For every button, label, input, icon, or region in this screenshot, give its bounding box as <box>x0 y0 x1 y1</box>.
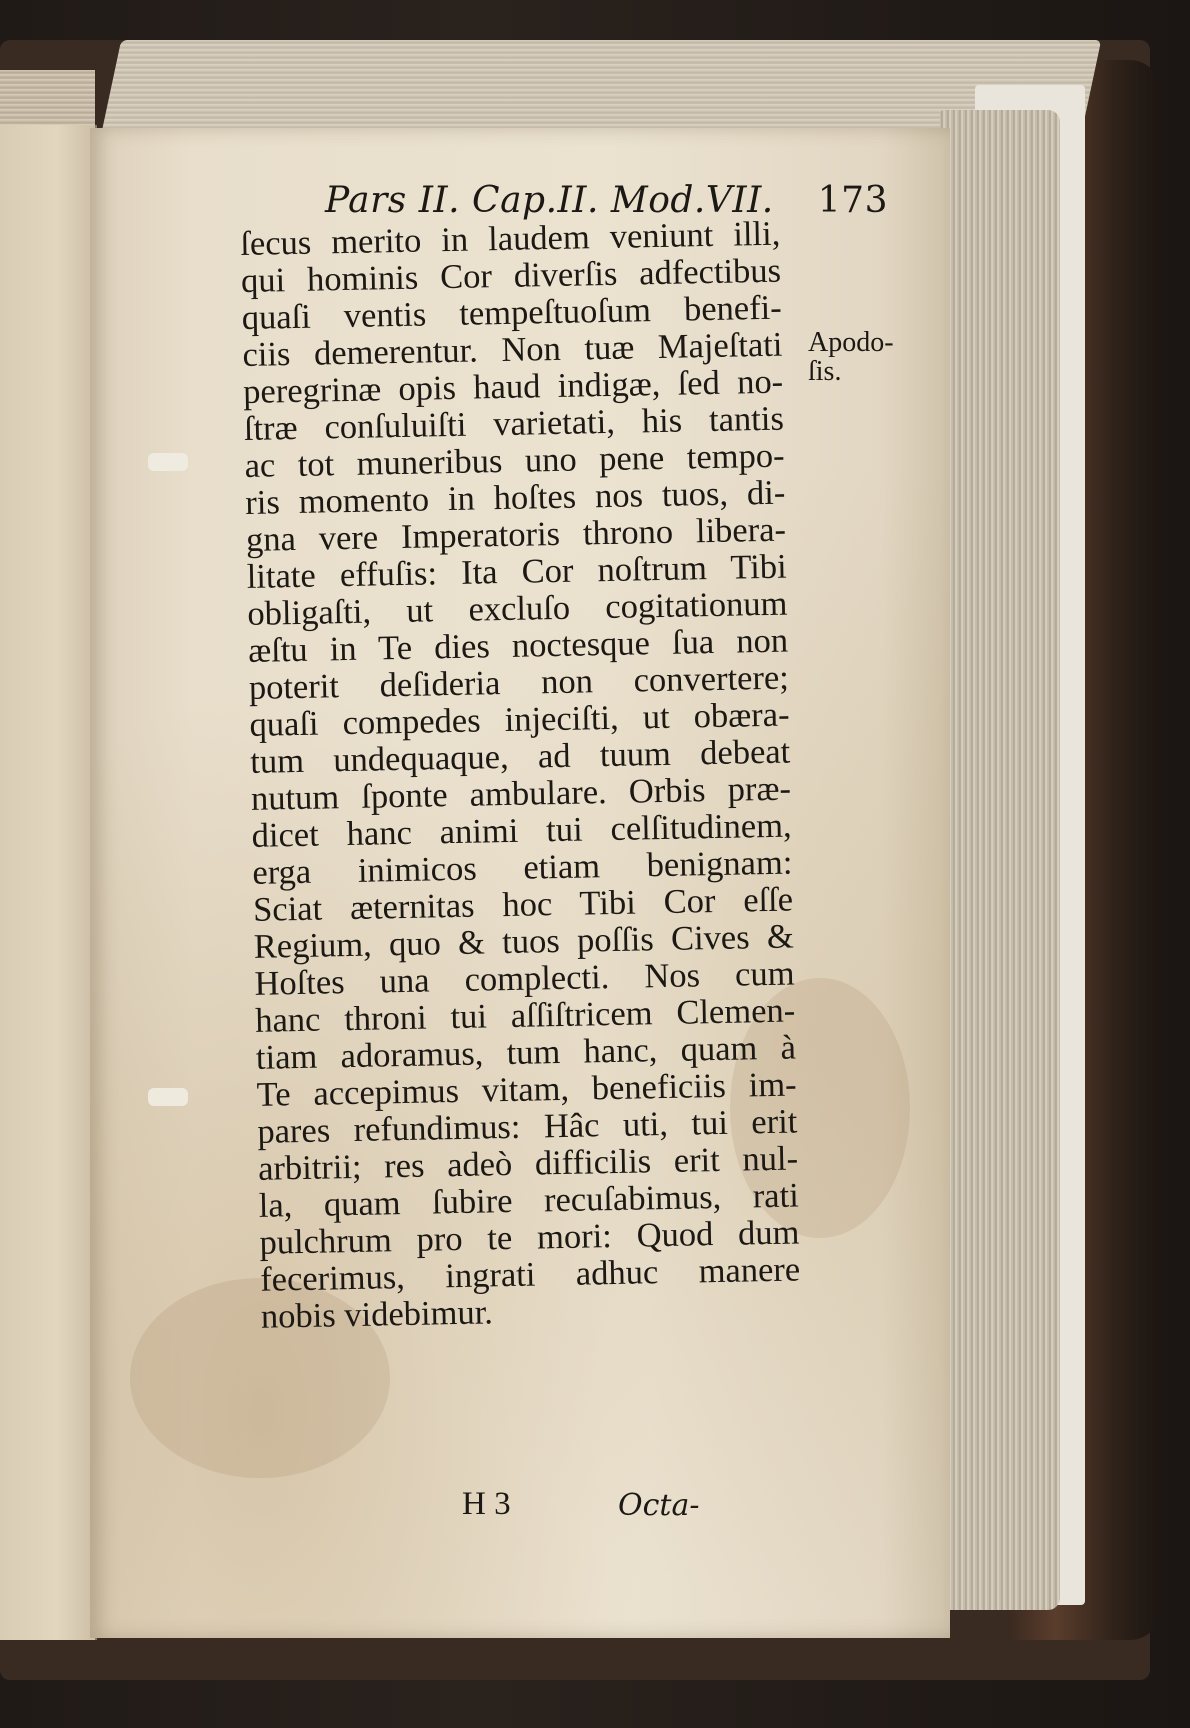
text-line: erga inimicos etiam benignam: <box>252 843 793 892</box>
text-line: fecerimus, ingrati adhuc manere <box>259 1250 801 1299</box>
text-line: tum undequaque, ad tuum debeat <box>249 732 791 781</box>
text-line: nutum ſponte ambulare. Orbis præ- <box>250 769 792 818</box>
sewing-hole <box>148 1088 188 1106</box>
text-line: Hoſtes una complecti. Nos cum <box>254 954 795 1003</box>
text-line: Sciat æternitas hoc Tibi Cor eſſe <box>252 880 794 929</box>
running-head <box>325 180 888 221</box>
text-line: peregrinæ opis haud indigæ, ſed no- <box>242 362 784 411</box>
text-line: quaſi ventis tempeſtuoſum benefi- <box>241 288 783 337</box>
text-line: pares refundimus: Hâc uti, tui erit <box>257 1102 798 1151</box>
text-line: Regium, quo & tuos poſſis Cives & <box>253 917 795 966</box>
page-number: 173 <box>817 180 888 221</box>
text-line: qui hominis Cor diverſis adfectibus <box>240 251 782 300</box>
text-line: quaſi compedes injeciſti, ut obæra- <box>249 695 790 744</box>
text-line: obligaſti, ut excluſo cogitationum <box>247 584 788 633</box>
sewing-hole <box>148 453 188 471</box>
marginal-note <box>808 328 894 386</box>
text-line: ris momento in hoſtes nos tuos, di- <box>244 473 786 522</box>
marginal-note-line: Apodo- <box>808 327 894 358</box>
text-line: ac tot muneribus uno pene tempo- <box>244 436 785 485</box>
page-edges-right <box>940 110 1060 1610</box>
text-line: arbitrii; res adeò difficilis erit nul- <box>257 1139 799 1188</box>
signature-mark: H 3 <box>462 1486 511 1522</box>
left-page-edges <box>0 70 95 130</box>
book-page <box>90 128 950 1638</box>
text-line: æſtu in Te dies noctesque ſua non <box>247 621 789 670</box>
running-head-text: Pars II. Cap.II. Mod.VII. <box>325 180 774 221</box>
text-line: ſtræ conſuluiſti varietati, his tantis <box>243 399 785 448</box>
text-line: Te accepimus vitam, beneficiis im- <box>256 1065 797 1114</box>
text-line: litate effuſis: Ita Cor noſtrum Tibi <box>246 547 788 596</box>
text-line: la, quam ſubire recuſabimus, rati <box>258 1176 800 1225</box>
text-line: dicet hanc animi tui celſitudinem, <box>251 806 792 855</box>
text-line: pulchrum pro te mori: Quod dum <box>259 1213 800 1262</box>
text-line: nobis videbimur. <box>260 1293 494 1336</box>
text-line: gna vere Imperatoris throno libera- <box>245 510 787 559</box>
text-line: ſecus merito in laudem veniunt illi, <box>239 214 781 263</box>
text-line: tiam adoramus, tum hanc, quam à <box>255 1028 797 1077</box>
marginal-note-line: ſis. <box>808 356 842 387</box>
left-facing-page <box>0 125 97 1640</box>
text-line: hanc throni tui aſſiſtricem Clemen- <box>254 991 796 1040</box>
catchword: Octa- <box>618 1488 700 1523</box>
text-line: poterit deſideria non convertere; <box>248 658 790 707</box>
body-text <box>240 216 801 1336</box>
text-line: ciis demerentur. Non tuæ Majeſtati <box>242 325 783 374</box>
